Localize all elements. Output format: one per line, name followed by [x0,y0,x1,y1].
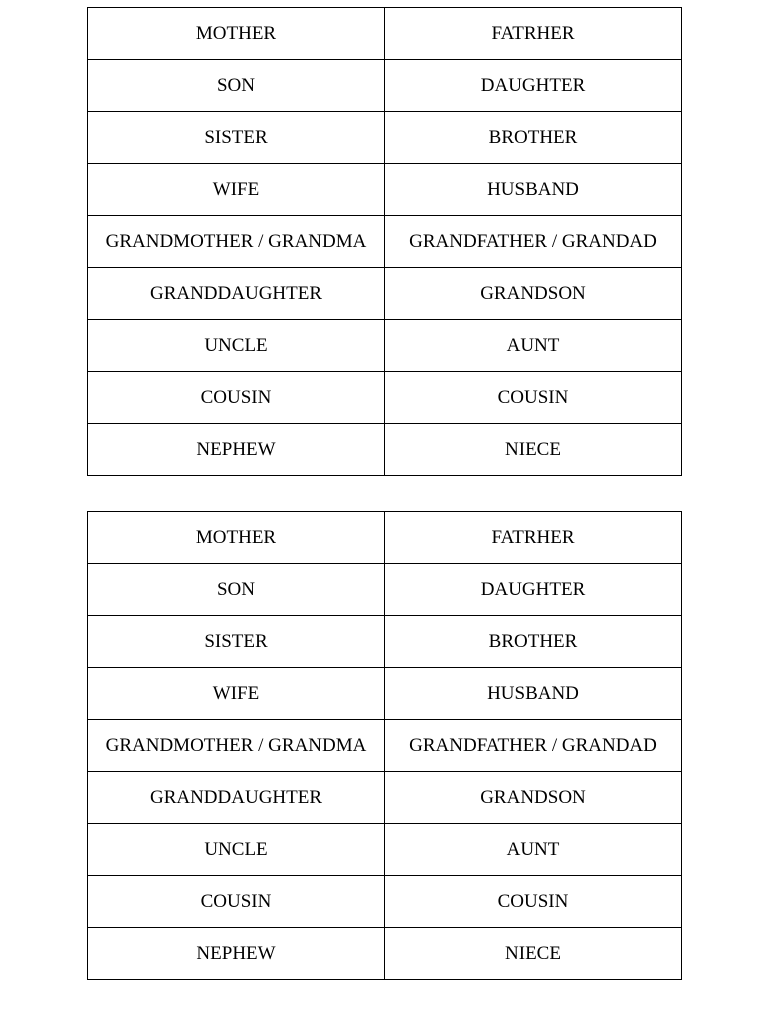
table-cell: HUSBAND [385,668,682,720]
table-row [88,60,682,112]
table-row [88,876,682,928]
table-row [88,720,682,772]
table-cell: AUNT [385,824,682,876]
table-row [88,928,682,980]
table-cell: DAUGHTER [385,564,682,616]
table-cell: FATRHER [385,512,682,564]
table-cell: BROTHER [385,112,682,164]
table-cell: NEPHEW [88,928,385,980]
table-cell: MOTHER [88,8,385,60]
table-cell: FATRHER [385,8,682,60]
table-cell: SON [88,60,385,112]
table-row [88,616,682,668]
table-cell: DAUGHTER [385,60,682,112]
table-cell: NEPHEW [88,424,385,476]
table-cell: GRANDFATHER / GRANDAD [385,720,682,772]
table-row [88,164,682,216]
table-cell: GRANDMOTHER / GRANDMA [88,216,385,268]
table-row [88,424,682,476]
table-cell: COUSIN [385,876,682,928]
table-cell: SISTER [88,112,385,164]
table-cell: GRANDDAUGHTER [88,268,385,320]
table-cell: HUSBAND [385,164,682,216]
table-cell: NIECE [385,928,682,980]
table-cell: GRANDSON [385,772,682,824]
table-cell: SISTER [88,616,385,668]
table-cell: WIFE [88,668,385,720]
table-cell: GRANDFATHER / GRANDAD [385,216,682,268]
table-row [88,268,682,320]
table-row [88,372,682,424]
table-cell: UNCLE [88,320,385,372]
table-row [88,824,682,876]
table-cell: GRANDSON [385,268,682,320]
table-cell: GRANDDAUGHTER [88,772,385,824]
family-words-table-1 [87,7,682,476]
table-row [88,564,682,616]
table-row [88,216,682,268]
table-row [88,668,682,720]
table-cell: NIECE [385,424,682,476]
table-row [88,112,682,164]
table-cell: COUSIN [88,372,385,424]
table-cell: AUNT [385,320,682,372]
table-cell: COUSIN [385,372,682,424]
table-cell: SON [88,564,385,616]
table-row [88,320,682,372]
table-cell: COUSIN [88,876,385,928]
family-words-table-2 [87,511,682,980]
table-cell: UNCLE [88,824,385,876]
table-row [88,772,682,824]
table-cell: MOTHER [88,512,385,564]
table-cell: BROTHER [385,616,682,668]
table-row [88,8,682,60]
table-row [88,512,682,564]
table-cell: GRANDMOTHER / GRANDMA [88,720,385,772]
table-cell: WIFE [88,164,385,216]
